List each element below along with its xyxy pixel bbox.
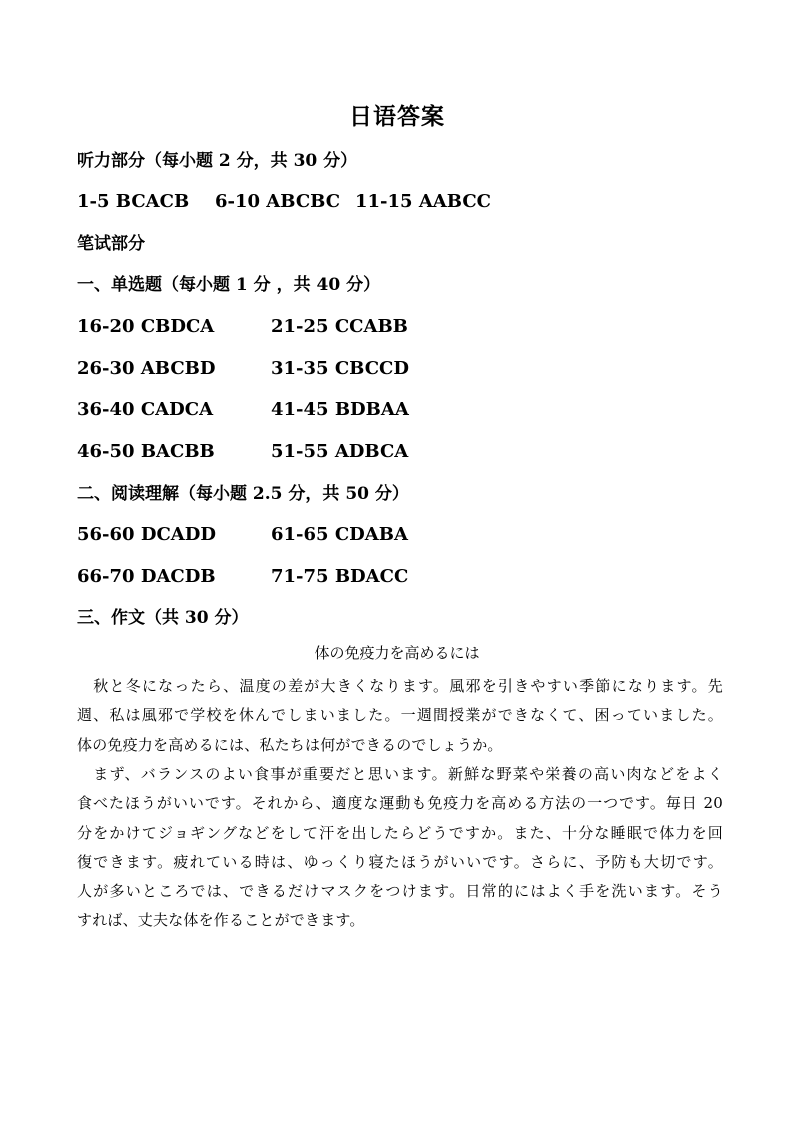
page-title: 日语答案 [349,103,445,130]
essay-line: 食べたほうがいいです。それから、適度な運動も免疫力を高める方法の一つです。毎日 20 [77,794,723,813]
essay-line: 人が多いところでは、できるだけマスクをつけます。日常的にはよく手を洗います。そう [77,882,723,901]
essay-title: 体の免疫力を高めるには [314,644,480,662]
answer-group: 41-45 BDBAA [271,399,409,420]
essay-line: すれば、丈夫な体を作ることができます。 [77,911,365,930]
answer-group: 36-40 CADCA [77,399,214,420]
composition-heading: 三、作文（共 30 分） [77,608,249,628]
answer-group: 21-25 CCABB [271,316,408,337]
answer-group: 26-30 ABCBD [77,358,216,379]
answer-group: 56-60 DCADD [77,524,216,545]
answer-group: 6-10 ABCBC [215,191,341,212]
answer-group: 31-35 CBCCD [271,358,409,379]
answer-group: 46-50 BACBB [77,441,215,462]
answer-group: 1-5 BCACB [77,191,190,212]
answer-group: 11-15 AABCC [355,191,491,212]
answer-group: 66-70 DACDB [77,566,216,587]
essay-paragraph-2 [77,760,723,936]
essay-line: 体の免疫力を高めるには、私たちは何ができるのでしょうか。 [77,735,503,754]
listening-heading: 听力部分（每小题 2 分，共 30 分） [77,151,358,171]
answer-group: 71-75 BDACC [271,566,409,587]
reading-heading: 二、阅读理解（每小题 2.5 分，共 50 分） [77,484,409,504]
essay-line: 分をかけてジョギングなどをして汗を出したらどうですか。また、十分な睡眠で体力を回 [77,823,723,842]
essay-paragraph-1 [77,672,723,760]
essay-line: 復できます。疲れている時は、ゆっくり寝たほうがいいです。さらに、予防も大切です。 [77,852,723,871]
essay-line: 週、私は風邪で学校を休んでしまいました。一週間授業ができなくて、困っていました。 [77,706,723,725]
answer-group: 51-55 ADBCA [271,441,409,462]
essay-line: 秋と冬になったら、温度の差が大きくなります。風邪を引きやすい季節になります。先 [77,677,723,695]
essay-line: まず、バランスのよい食事が重要だと思います。新鮮な野菜や栄養の高い肉などをよく [77,765,723,783]
answer-group: 61-65 CDABA [271,524,408,545]
single-choice-heading: 一、单选题（每小题 1 分 ，共 40 分） [77,275,381,295]
answer-group: 16-20 CBDCA [77,316,215,337]
written-heading: 笔试部分 [77,234,145,254]
